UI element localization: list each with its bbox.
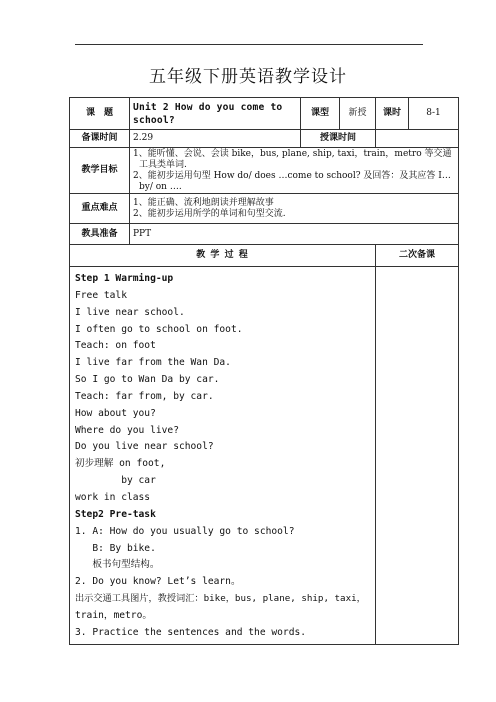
process-step-heading: Step2 Pre-task — [75, 508, 156, 520]
prep-time-label: 备课时间 — [70, 130, 130, 148]
process-line: Teach: on foot — [75, 340, 156, 352]
topic-value: Unit 2 How do you come to school? — [130, 98, 301, 130]
tools-value: PPT — [130, 224, 459, 245]
process-line: I live near school. — [75, 306, 185, 318]
process-line: 出示交通工具图片，教授词汇：bike，bus, plane, ship, taxi， — [75, 593, 366, 605]
process-line: by car — [75, 475, 156, 487]
process-line: B: By bike. — [75, 542, 156, 554]
goals-content — [130, 148, 459, 194]
process-row — [70, 267, 459, 645]
process-line: train，metro。 — [75, 609, 152, 621]
header-row — [70, 98, 459, 130]
prep-time-value: 2.29 — [130, 130, 301, 148]
second-prep-cell — [376, 267, 459, 645]
goals-line-1: 1、能听懂、会说、会读 bike，bus, plane, ship, taxi，train，metro 等交通 — [133, 148, 452, 159]
hours-label: 课时 — [376, 98, 409, 130]
process-content — [70, 267, 376, 645]
process-line: Teach: far from, by car. — [75, 390, 214, 402]
process-line: I often go to school on foot. — [75, 323, 243, 335]
goals-row — [70, 148, 459, 194]
process-line: 2. Do you know? Let’s learn。 — [75, 576, 241, 588]
process-header: 教 学 过 程 — [70, 245, 376, 267]
teach-time-label: 授课时间 — [301, 130, 376, 148]
key-row — [70, 194, 459, 224]
goals-line-3: 2、能初步运用句型 How do/ does …come to school? 及回答：及其应答 I… — [133, 170, 451, 181]
key-label: 重点难点 — [70, 194, 130, 224]
process-line: I live far from the Wan Da. — [75, 357, 231, 369]
process-line: How about you? — [75, 407, 156, 419]
prep-row — [70, 130, 459, 148]
process-line: Free talk — [75, 289, 127, 301]
process-line: 1. A: How do you usually go to school? — [75, 525, 295, 537]
tools-label: 教具准备 — [70, 224, 130, 245]
teach-time-value — [376, 130, 459, 148]
hours-value: 8-1 — [409, 98, 459, 130]
type-value: 新授 — [340, 98, 376, 130]
second-prep-header: 二次备课 — [376, 245, 459, 267]
goals-label: 教学目标 — [70, 148, 130, 194]
process-line: Do you live near school? — [75, 441, 214, 453]
lesson-plan-table — [69, 97, 459, 645]
key-content — [130, 194, 459, 224]
process-line: So I go to Wan Da by car. — [75, 374, 220, 386]
key-line-2: 2、能初步运用所学的单词和句型交流. — [133, 208, 286, 219]
process-line: 初步理解 on foot, — [75, 458, 166, 470]
process-header-row — [70, 245, 459, 267]
document-title: 五年级下册英语教学设计 — [149, 67, 347, 87]
process-line: Where do you live? — [75, 424, 179, 436]
goals-line-4: by/ on …. — [139, 181, 182, 192]
tools-row — [70, 224, 459, 245]
key-line-1: 1、能正确、流利地朗读并理解故事 — [133, 197, 274, 208]
header-rule — [75, 44, 423, 45]
type-label: 课型 — [301, 98, 340, 130]
process-line: work in class — [75, 491, 151, 503]
process-line: 3. Practice the sentences and the words. — [75, 626, 307, 638]
process-line: 板书句型结构。 — [75, 559, 160, 571]
goals-line-2: 工具类单词. — [139, 159, 187, 170]
process-step-heading: Step 1 Warming-up — [75, 273, 174, 284]
topic-label: 课 题 — [70, 98, 130, 130]
